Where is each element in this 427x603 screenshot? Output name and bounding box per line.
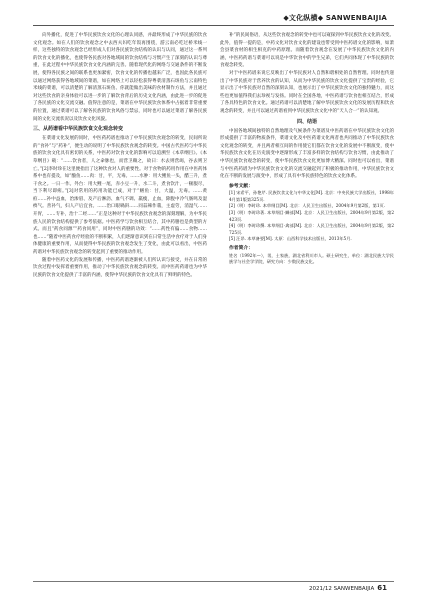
- body-paragraph: 中国各地域间独特的自然地理及气候条件为菜谱及中医药谱在中华民族饮食文化的形成提供了丰富的物质条件，菜谱文化及中医药谱文化两者也共同推动了中华民族饮食文化观念的转变，并且两者相互间的作用使它们都在饮食文化的发展中不断演变，使中华民族饮食文化在历史演变中逐渐形成了丰富多样的饮食结构与饮食习惯，由此推动了中华民族饮食观念的转变，使中华民族饮食文化更加博大精深。同时也可以看出，菜谱与中医药药谱为中华民族饮食文化的交流交融起到了积极的推动作用，中华民族饮食文化在不断的发展与演变中，形成了具有中华民族特色的饮食文化体系。: [220, 128, 394, 180]
- reference-item: [2]（明）李时珍. 本草纲目[M]. 北京：人民卫生出版社，2004年9月第2版，第1页.: [229, 203, 386, 209]
- reference-item: [3]（明）李时珍著. 本草纲目·鳞部[M]. 北京：人民卫生出版社，2004年9月第2版，第2423页.: [229, 210, 394, 222]
- right-column: [220, 32, 394, 568]
- author-info: 姓名（1992年—），男，土家族，湖北省利川市人。硕士研究生，单位：湖北民族大学民族学与社会学学院，研究方向：少数民族文化。: [229, 252, 394, 265]
- page-number: 61: [377, 584, 387, 592]
- body-paragraph: 随着中医药文化的发展和传播，中医药药谱逐渐被人们所认识与接受，并在日常的饮食过程中发挥着重要作用，推动了中华民族饮食观念的转变。而中医药药谱也为中华民族的饮食文化提供了丰富的内涵，使得中华民族的饮食文化具有了鲜明的特色。: [33, 257, 207, 278]
- body-paragraph: 补”的民间俗语，从这些饮食观念的转变中也可以窥探到中华民族饮食文化的改变。此外，值得一提的是，中药文化对饮食文化的建设也带受到中医药谱文化的影响，如萧会县菜食材的相生相克的中药原理。而随着饮食观念在发展了中华民族饮食文化的内涵，中医药药谱与菜谱可以说是中华饮食中的学生兄弟，它们共同体现了中华民族的饮食观念转变。: [220, 33, 394, 69]
- footer-rule: [33, 581, 394, 582]
- reference-item: [5] 汪昂. 本草备要[M]. 太原：山西科学技术出版社，2013年5月.: [229, 236, 352, 242]
- page-footer: [309, 584, 387, 592]
- footer-journal: 2021/12 SANWENBAIJIA: [308, 586, 375, 592]
- body-paragraph: 对于中医药谱来说它反映出了中华民族对人自然和谐相处的自然哲理。同时也传递出了中华民族对于营养饮食的认知，从而为中华民族的饮食文化提供了宝贵的经验，它显示出了中华民族对自然的深刻认知，也展示出了中华民族饮食文化的独特魅力，而这些也更加值得我们去珍视与发扬。同时在全国各地，中医药谱与饮食也相互结合，形成了各具特色的饮食文化。通过药谱可以清楚地了解中华民族饮食文化的发展历程和饮食观念的转变，并且可以通过药谱看到中华民族饮食文化中的“天人合一”的认知观。: [220, 70, 394, 114]
- section-heading: 四、结语: [296, 118, 317, 125]
- header-rule: [33, 25, 394, 26]
- body-paragraph: 向外播化，促进了中华民族饮食文化的心理认同感，并最终形成了中华民族的饮食文化观念。如在人们的饮食观念之中去西夫妇吃年饭再围绕，游云南必吃过桥米线一样，这些独特的饮食观念已经形成人们对各民族饮食结构的认识与认同，通过这一系列的饮食文化的播化，也使得各民族对各地域间的饮食结构与习惯产生了深刻的认识与尊重，在此过程中中华民族饮食文化内涵的完善。随着现代化的网络与交通条件的不断发展，使得各民族之间的联系也更加紧密，饮食文化的传播也越来广泛，也因此各民族可以通过网络获得各地域间的菜谱，如在网络上可以轻松获得粤菜清蒸石斑鱼与云南特色米线的菜谱，可以清楚的了解清蒸石斑鱼、你就能做出美味的食材制作方法，并且通过对这些饮食的亲身体验可以进一步的了解饮食背后的历史文化内涵，由此进一步的促进了各民族的文化交流交融。值得注意的是，菜谱在中华民族饮食体系中占据着非常重要的位置，通过菜谱可以了解各民族的饮食风俗与禁忌，同时也可以通过菜谱了解各民族间的文化交流状况以及饮食文化风貌。: [33, 33, 207, 122]
- left-column: [33, 32, 207, 568]
- section-heading: 三、从药谱看中华民族饮食文化观念转变: [33, 126, 124, 133]
- reference-item: [1] 宋希平，孙艳芹. 民族饮食文化与中华文化[M]. 北京：中央民族大学出版社，1998年4月第1版第325页.: [229, 190, 394, 202]
- body-paragraph: 在菜谱文化发展的同时，中医药药谱也推动了中华民族饮食观念的转变，民间所说的“食补”与“药补”，便生动的说明了中华民族饮食观念的转变。中国古代医药与中华民族的饮食文化具有密切的关系，中医药对饮食文化的影响可以追溯至《本草纲目》。《本草纲目》载：“……饮食者，人之命脉也，而营卫赖之，故曰：水去则营竭，谷去则卫亡。”[2]李时珍在这里便指出了这种饮食对人的重要性。对于食物的药用作用在中医药体系中也有提及，如“酿鱼……肉：甘，平，无毒。……水肿：用大鲤鱼一头，醋三升，煮干食之。一日一作。外台：用大鲤一尾，赤小豆一升，水二斗，煮食饮汁，一顿服尽，当下利尽即瘥。”[3]对常用的药用功能已成，对于“鳝鱼：甘，大温，无毒。……黄疸……补中益血，治渗唇、及产后淋沥、血气不调、羸瘦，止血，除腹中冷气肠鸣及湿痹气。善补气，妇人产后宜食。……治口眼喎斜……同蒜辣作羹，主虚劳，消湿气……开胃，……专补，治十二经……”正是这种对于中华民族饮食观念的深刻理解，为中华民族人民的饮食结构提供了参考依据。中医药学与饮食相互结合，其中药膳也是典型的方式。而且“药食同源”“药食同用”，同时中医药膳的功效：“……药性有偏……食物……也……”随着中医药食疗经验的不断积累，人们逐渐意识到在日常生活中食疗对于人们身体健康的重要作用，从而使得中华民族的饮食观念发生了变化，由此可以看出，中医药药谱对中华民族饮食观念的转变起到了重要的推动作用。: [33, 136, 207, 256]
- references-heading: 参考文献：: [229, 182, 253, 189]
- author-heading: 作者简介：: [229, 245, 253, 252]
- journal-column-title: ◆文化纵横◆ SANWENBAIJIA: [283, 14, 387, 22]
- reference-item: [4]（明）李时珍撰. 本草纲目·禽部[M]. 北京：人民卫生出版社，2004年9月第2版，第2725页.: [229, 223, 394, 235]
